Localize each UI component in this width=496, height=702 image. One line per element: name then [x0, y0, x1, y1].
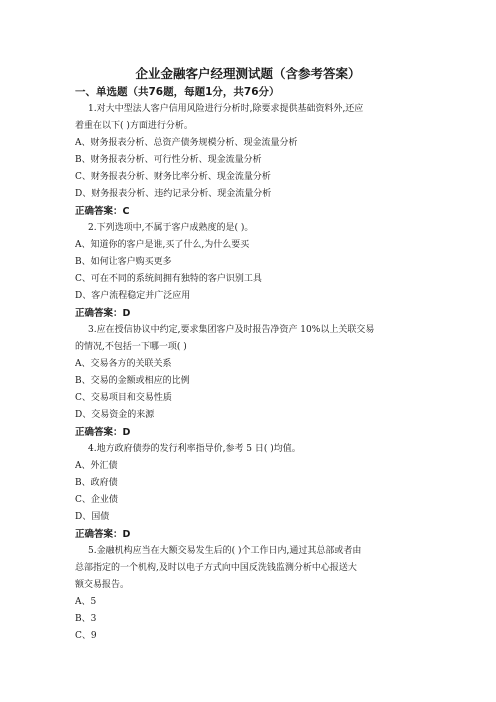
correct-answer: 正确答案：C: [75, 206, 130, 217]
option-a: A、交易各方的关联关系: [75, 359, 172, 369]
option-a: A、5: [75, 597, 97, 607]
document-content: [75, 84, 425, 645]
question-text-line: 总部指定的一个机构,及时以电子方式向中国反洗钱监测分析中心报送大: [75, 563, 357, 573]
question-text-line: 4.地方政府债券的发行利率指导价,参考 5 日( )均值。: [88, 444, 301, 454]
question-text: [75, 543, 425, 594]
option-a: A、外汇债: [75, 461, 118, 471]
option-b: B、财务报表分析、可行性分析、现金流量分析: [75, 155, 262, 165]
option-c: C、企业债: [75, 495, 118, 505]
correct-answer: 正确答案：D: [75, 529, 131, 540]
correct-answer: 正确答案：D: [75, 427, 131, 438]
question-1: [75, 101, 425, 220]
option-b: B、3: [75, 614, 97, 624]
section-title: 一、单选题（共76题，每题1分，共76分）: [75, 86, 280, 98]
option-c: C、可在不同的系统间拥有独特的客户识别工具: [75, 274, 262, 284]
question-text-line: 5.金融机构应当在大额交易发生后的( )个工作日内,通过其总部或者由: [88, 546, 362, 556]
question-text-line: 3.应在授信协议中约定,要求集团客户及时报告净资产 10%以上关联交易: [88, 325, 375, 335]
option-c: C、交易项目和交易性质: [75, 393, 172, 403]
option-c: C、9: [75, 631, 97, 641]
question-text: [75, 441, 425, 458]
question-text-line: 2.下列选项中,不属于客户成熟度的是( )。: [88, 223, 254, 233]
option-d: D、客户流程稳定并广泛应用: [75, 291, 191, 301]
question-text-line: 额交易报告。: [75, 580, 130, 590]
question-text: [75, 322, 425, 356]
option-a: A、知道你的客户是谁,买了什么,为什么要买: [75, 240, 250, 250]
question-text-line: 的情况,不包括一下哪一项( ): [75, 342, 187, 352]
document-title: 企业金融客户经理测试题（含参考答案）: [135, 66, 361, 81]
option-d: D、国债: [75, 512, 110, 522]
option-b: B、交易的金额或相应的比例: [75, 376, 190, 386]
question-2: [75, 220, 425, 322]
question-text: [75, 220, 425, 237]
question-5: [75, 543, 425, 645]
question-text-line: 着重在以下( )方面进行分析。: [75, 121, 193, 131]
option-c: C、财务报表分析、财务比率分析、现金流量分析: [75, 172, 271, 182]
option-d: D、交易资金的来源: [75, 410, 155, 420]
question-text: [75, 101, 425, 135]
question-4: [75, 441, 425, 543]
option-d: D、财务报表分析、违约记录分析、现金流量分析: [75, 189, 272, 199]
correct-answer: 正确答案：D: [75, 308, 131, 319]
question-3: [75, 322, 425, 441]
option-a: A、财务报表分析、总资产债务规模分析、现金流量分析: [75, 138, 298, 148]
question-text-line: 1.对大中型法人客户信用风险进行分析时,除要求提供基础资料外,还应: [88, 104, 364, 114]
option-b: B、政府债: [75, 478, 118, 488]
option-b: B、如何让客户购买更多: [75, 257, 172, 267]
